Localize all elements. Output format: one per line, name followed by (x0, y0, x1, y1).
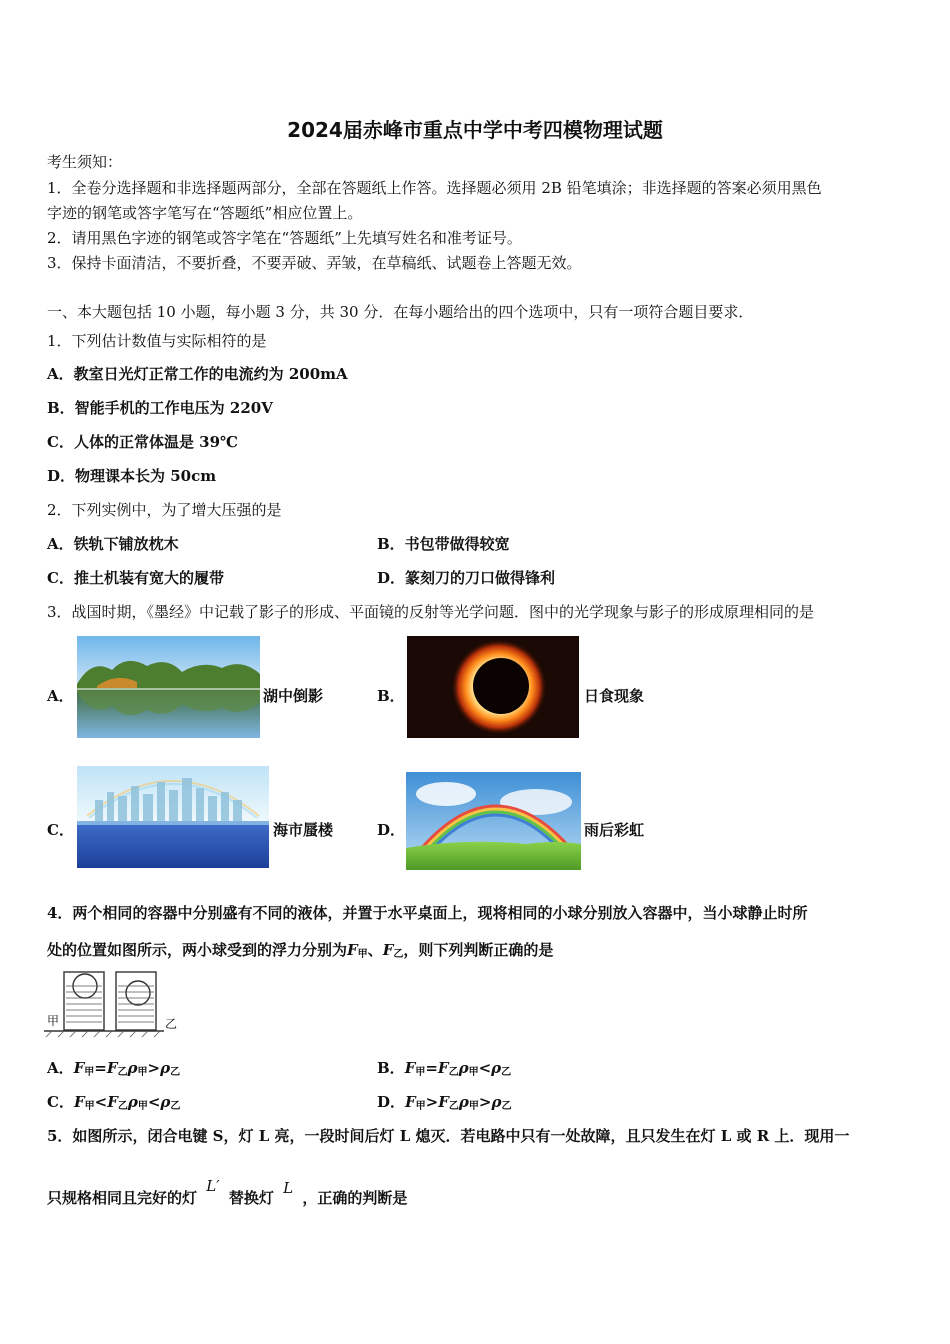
q1-stem: 1．下列估计数值与实际相符的是 (47, 332, 267, 350)
q2-option-d: D．篆刻刀的刀口做得锋利 (377, 569, 556, 587)
q1-option-c: C．人体的正常体温是 39℃ (47, 433, 239, 451)
lamp-l-prime: L′ (206, 1177, 220, 1195)
q1-option-d: D．物理课本长为 50cm (47, 467, 217, 485)
figure-label-yi: 乙 (165, 1017, 178, 1031)
lake-reflection-image (77, 636, 260, 738)
q2-option-b: B．书包带做得较宽 (377, 535, 510, 553)
q4-stem-line-2: 处的位置如图所示，两小球受到的浮力分别为$F_甲$、$F_乙$，则下列判断正确的是 (47, 941, 554, 960)
rainbow-image (406, 772, 581, 870)
q3-stem: 3．战国时期，《墨经》中记载了影子的形成、平面镜的反射等光学问题．图中的光学现象与影子的形成原理相同的是 (47, 603, 815, 621)
q1-option-a: A．教室日光灯正常工作的电流约为 200mA (47, 365, 348, 383)
q5-stem-line-2: 只规格相同且完好的灯 L′ 替换灯 L ，正确的判断是 (47, 1177, 408, 1207)
mirage-image (77, 766, 269, 868)
q3-option-c-caption: 海市蜃楼 (273, 821, 334, 839)
q4-stem-line-1: 4．两个相同的容器中分别盛有不同的液体，并置于水平桌面上，现将相同的小球分别放入容器中，当小球静止时所 (47, 904, 808, 922)
q1-option-b: B．智能手机的工作电压为 220V (47, 399, 273, 417)
q3-option-c-label: C． (47, 821, 74, 839)
q5-stem-line-1: 5．如图所示，闭合电键 S，灯 L 亮，一段时间后灯 L 熄灭．若电路中只有一处故障，且只发生在灯 L 或 R 上．现用一 (47, 1127, 850, 1145)
notice-line-3: 3．保持卡面清洁，不要折叠，不要弄破、弄皱，在草稿纸、试题卷上答题无效。 (47, 254, 582, 272)
lamp-l: L (283, 1179, 294, 1197)
q3-option-a-caption: 湖中倒影 (263, 687, 324, 705)
q3-option-b-label: B． (377, 687, 405, 705)
q3-option-b-caption: 日食现象 (584, 687, 645, 705)
solar-eclipse-image (407, 636, 579, 738)
notice-line-2: 2．请用黑色字迹的钢笔或答字笔在“答题纸”上先填写姓名和准考证号。 (47, 229, 522, 247)
section-heading: 一、本大题包括 10 小题，每小题 3 分，共 30 分．在每小题给出的四个选项中，只有一项符合题目要求． (47, 303, 754, 321)
container-figure (44, 966, 178, 1038)
q3-option-d-caption: 雨后彩虹 (584, 821, 645, 839)
q4-option-d: D．$F_甲>F_乙\rho_甲>\rho_乙$ (377, 1093, 512, 1112)
q4-option-b: B．$F_甲=F_乙\rho_甲<\rho_乙$ (377, 1059, 512, 1078)
q3-option-d-label: D． (377, 821, 406, 839)
q2-option-a: A．铁轨下铺放枕木 (47, 535, 179, 553)
notice-line-1a: 1．全卷分选择题和非选择题两部分，全部在答题纸上作答。选择题必须用 2B 铅笔填涂；非选择题的答案必须用黑色 (47, 179, 822, 197)
page-title: 2024届赤峰市重点中学中考四模物理试题 (287, 118, 663, 142)
notice-heading: 考生须知： (47, 153, 123, 171)
figure-label-jia: 甲 (47, 1014, 60, 1028)
q4-option-a: A．$F_甲=F_乙\rho_甲>\rho_乙$ (47, 1059, 181, 1078)
notice-line-1b: 字迹的钢笔或答字笔写在“答题纸”相应位置上。 (47, 204, 363, 222)
q3-option-a-label: A． (47, 687, 74, 705)
q2-stem: 2．下列实例中，为了增大压强的是 (47, 501, 282, 519)
q2-option-c: C．推土机装有宽大的履带 (47, 569, 224, 587)
q4-option-c: C．$F_甲<F_乙\rho_甲<\rho_乙$ (47, 1093, 181, 1112)
